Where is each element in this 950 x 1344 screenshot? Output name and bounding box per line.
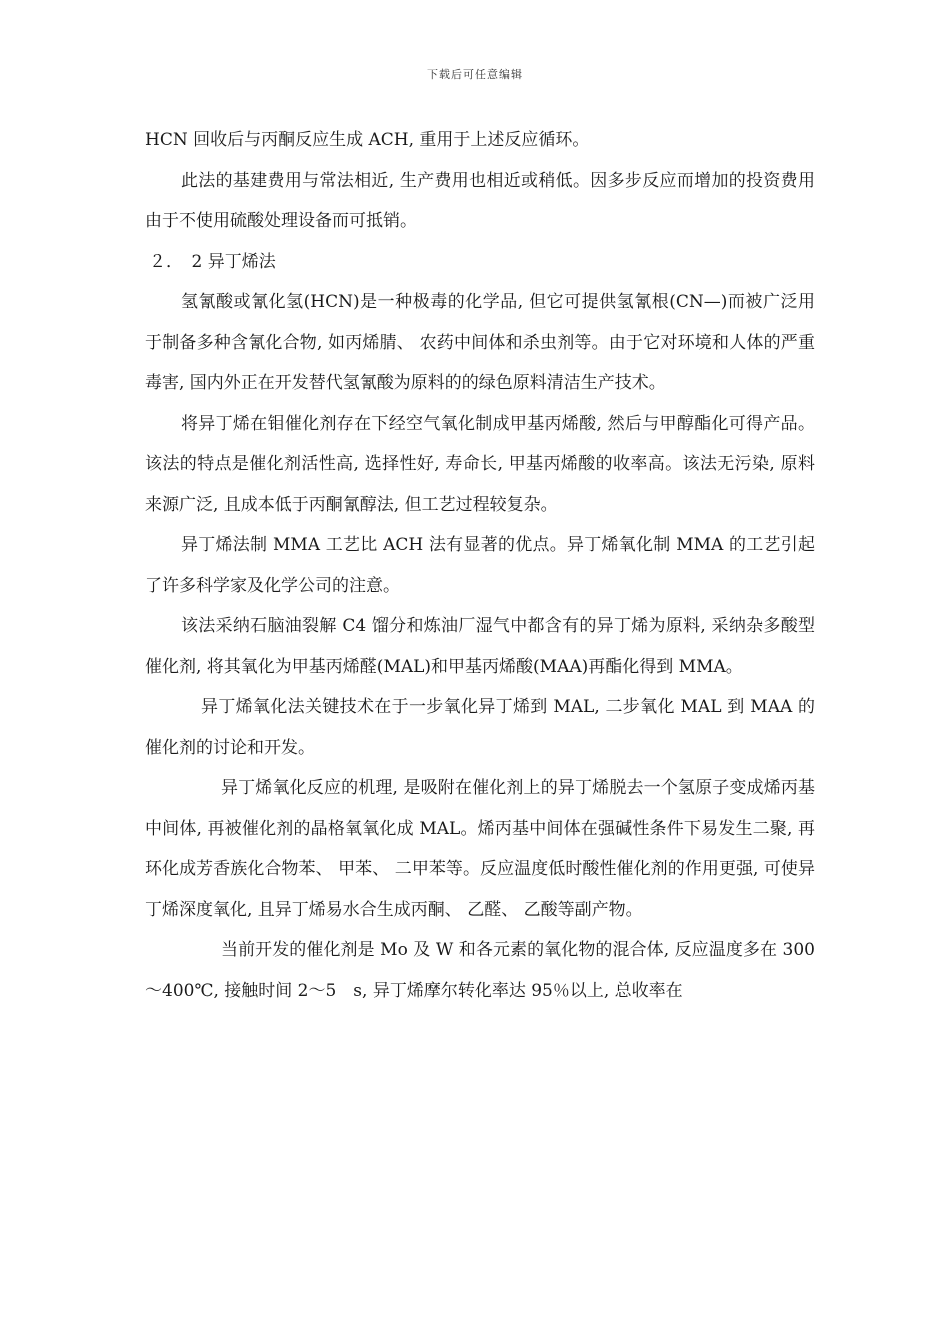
section-heading: ２． 2 异丁烯法 bbox=[149, 251, 276, 272]
paragraph-cost: 此法的基建费用与常法相近, 生产费用也相近或稍低。因多步反应而增加的投资费用由于不使用硫酸处理设备而可抵销。 bbox=[145, 170, 815, 231]
paragraph-catalyst: 当前开发的催化剂是 Mo 及 W 和各元素的氧化物的混合体, 反应温度多在 300～400℃, 接触时间 2～5 s, 异丁烯摩尔转化率达 95％以上, 总收率在 bbox=[145, 940, 815, 1001]
paragraph-raw-materials: 该法采纳石脑油裂解 C4 馏分和炼油厂湿气中都含有的异丁烯为原料, 采纳杂多酸型催化剂, 将其氧化为甲基丙烯醛(MAL)和甲基丙烯酸(MAA)再酯化得到 MMA。 bbox=[145, 616, 815, 677]
paragraph-isobutylene-process: 将异丁烯在钼催化剂存在下经空气氧化制成甲基丙烯酸, 然后与甲醇酯化可得产品。该法的特点是催化剂活性高, 选择性好, 寿命长, 甲基丙烯酸的收率高。该法无污染, 原料来源广泛, 且成本低于丙酮氰醇法, 但工艺过程较复杂。 bbox=[145, 413, 815, 515]
page-header: 下载后可任意编辑 bbox=[427, 68, 523, 81]
paragraph-mechanism: 异丁烯氧化反应的机理, 是吸附在催化剂上的异丁烯脱去一个氢原子变成烯丙基中间体, 再被催化剂的晶格氧氧化成 MAL。烯丙基中间体在强碱性条件下易发生二聚, 再环化成芳香族化合物苯、 甲苯、 二甲苯等。反应温度低时酸性催化剂的作用更强, 可使异丁烯深度氧化, 且异丁烯易水合生成丙酮、 乙醛、 乙酸等副产物。 bbox=[145, 778, 815, 920]
paragraph-key-technology: 异丁烯氧化法关键技术在于一步氧化异丁烯到 MAL, 二步氧化 MAL 到 MAA 的催化剂的讨论和开发。 bbox=[145, 697, 815, 758]
document-body bbox=[145, 120, 815, 1011]
paragraph-hcn-recycle: HCN 回收后与丙酮反应生成 ACH, 重用于上述反应循环。 bbox=[145, 130, 590, 150]
paragraph-hcn-toxicity: 氢氰酸或氰化氢(HCN)是一种极毒的化学品, 但它可提供氢氰根(CN—)而被广泛用于制备多种含氰化合物, 如丙烯腈、 农药中间体和杀虫剂等。由于它对环境和人体的严重毒害, 国内外正在开发替代氢氰酸为原料的的绿色原料清洁生产技术。 bbox=[145, 292, 815, 393]
paragraph-advantages: 异丁烯法制 MMA 工艺比 ACH 法有显著的优点。异丁烯氧化制 MMA 的工艺引起了许多科学家及化学公司的注意。 bbox=[145, 535, 815, 596]
